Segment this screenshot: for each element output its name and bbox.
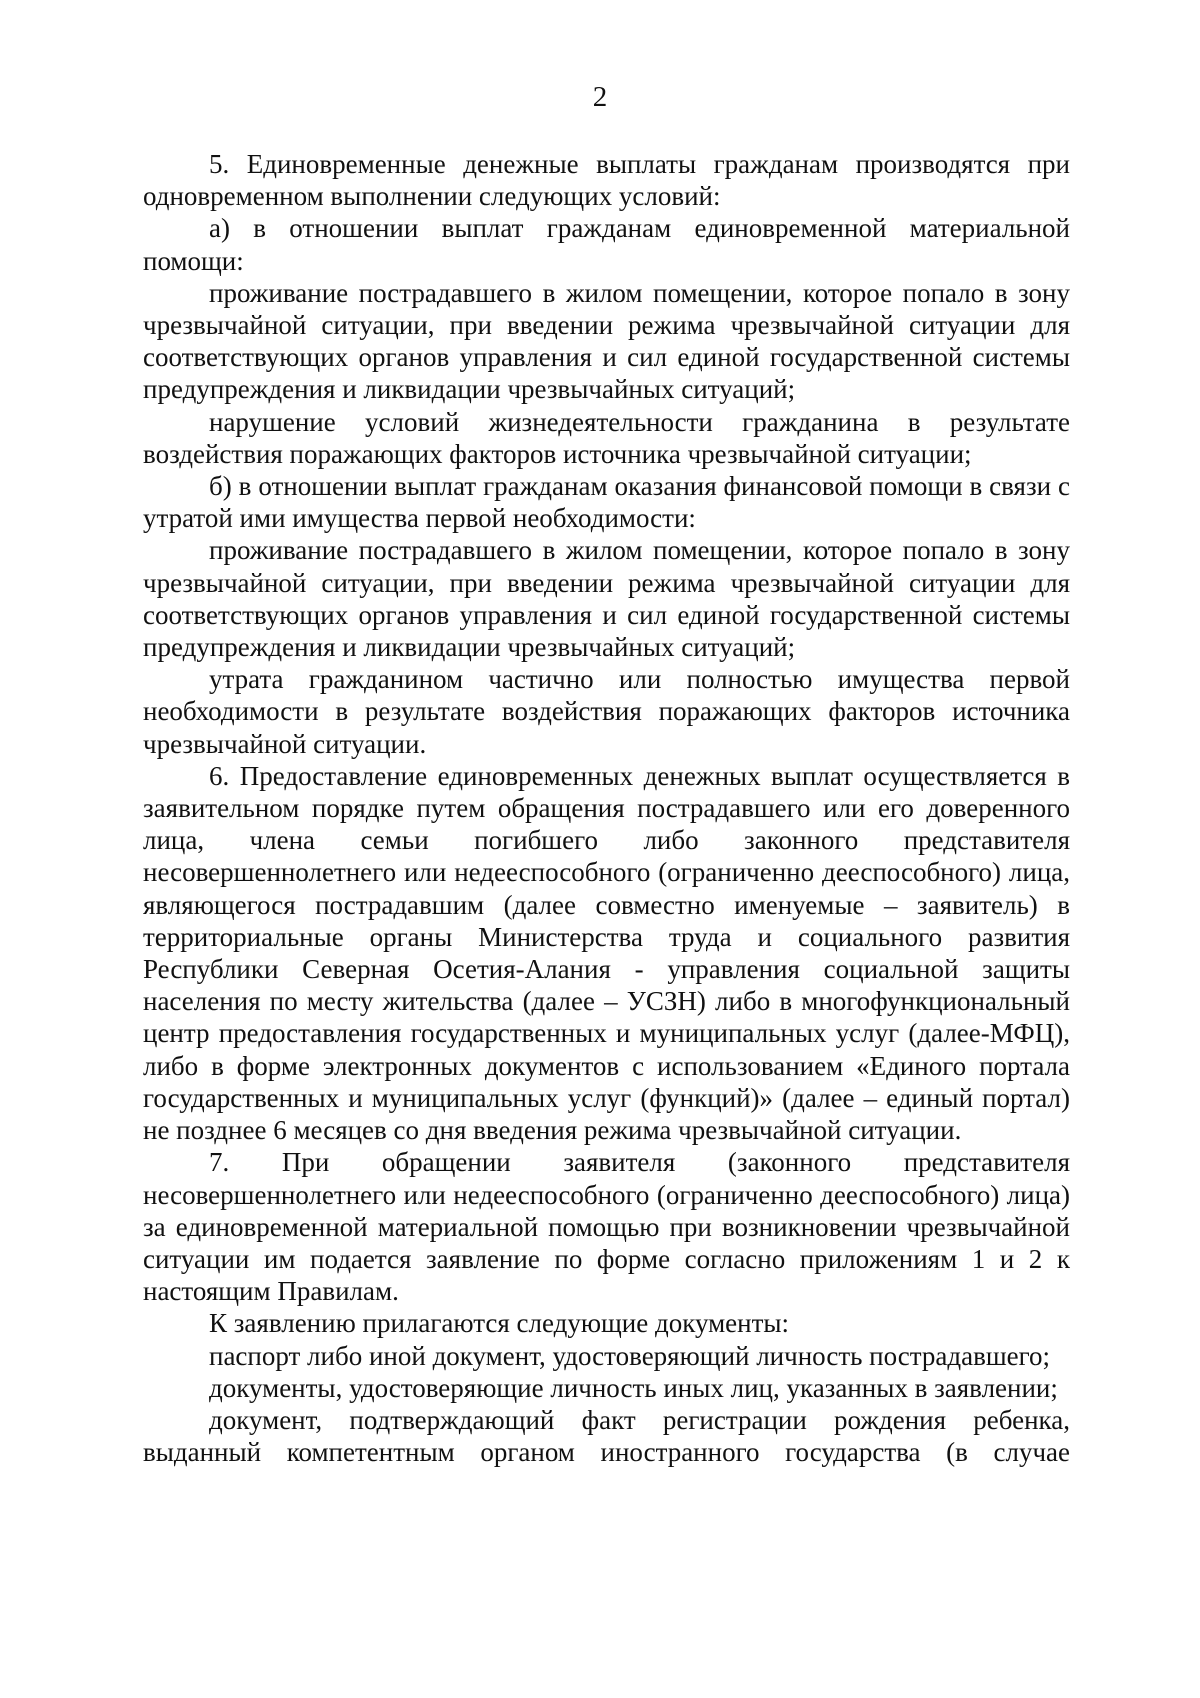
paragraph-5a-condition-1: проживание пострадавшего в жилом помещении, которое попало в зону чрезвычайной ситуации, при введении режима чрезвычайной ситуации для соответствующих органов управления и сил единой государственной системы предупреждения и ликвидации чрезвычайных ситуаций; (143, 277, 1070, 405)
page-number: 2 (592, 81, 608, 113)
document-body (143, 148, 1070, 1468)
paragraph-7: 7. При обращении заявителя (законного представителя несовершеннолетнего или недееспособного (ограниченно дееспособного) лица) за единовременной материальной помощью при возникновении чрезвычайной ситуации им подается заявление по форме согласно приложениям 1 и 2 к настоящим Правилам. (143, 1147, 1070, 1307)
paragraph-5b-condition-1: проживание пострадавшего в жилом помещении, которое попало в зону чрезвычайной ситуации, при введении режима чрезвычайной ситуации для соответствующих органов управления и сил единой государственной системы предупреждения и ликвидации чрезвычайных ситуаций; (143, 535, 1070, 663)
document-item-birth-registration: документ, подтверждающий факт регистрации рождения ребенка, выданный компетентным органом иностранного государства (в случае (143, 1404, 1070, 1468)
documents-list-intro: К заявлению прилагаются следующие документы: (209, 1308, 790, 1339)
paragraph-5a-heading: а) в отношении выплат гражданам единовременной материальной помощи: (143, 213, 1070, 276)
paragraph-6: 6. Предоставление единовременных денежных выплат осуществляется в заявительном порядке путем обращения пострадавшего или его доверенного лица, члена семьи погибшего либо законного представителя несовершеннолетнего или недееспособного (ограниченно дееспособного) лица, являющегося пострадавшим (далее совместно именуемые – заявитель) в территориальные органы Министерства труда и социального развития Республики Северная Осетия-Алания - управления социальной защиты населения по месту жительства (далее – УСЗН) либо в многофункциональный центр предоставления государственных и муниципальных услуг (далее-МФЦ), либо в форме электронных документов с использованием «Единого портала государственных и муниципальных услуг (функций)» (далее – единый портал) не позднее 6 месяцев со дня введения режима чрезвычайной ситуации. (143, 760, 1070, 1146)
paragraph-5-intro: 5. Единовременные денежные выплаты гражданам производятся при одновременном выполнении следующих условий: (143, 149, 1070, 212)
paragraph-5b-condition-2: утрата гражданином частично или полностью имущества первой необходимости в результате воздействия поражающих факторов источника чрезвычайной ситуации. (143, 664, 1070, 759)
paragraph-5a-condition-2: нарушение условий жизнедеятельности гражданина в результате воздействия поражающих факторов источника чрезвычайной ситуации; (143, 406, 1070, 469)
paragraph-5b-heading: б) в отношении выплат гражданам оказания финансовой помощи в связи с утратой ими имущества первой необходимости: (143, 471, 1070, 534)
document-item-other-ids: документы, удостоверяющие личность иных лиц, указанных в заявлении; (209, 1372, 1058, 1403)
document-item-passport: паспорт либо иной документ, удостоверяющий личность пострадавшего; (209, 1340, 1051, 1371)
